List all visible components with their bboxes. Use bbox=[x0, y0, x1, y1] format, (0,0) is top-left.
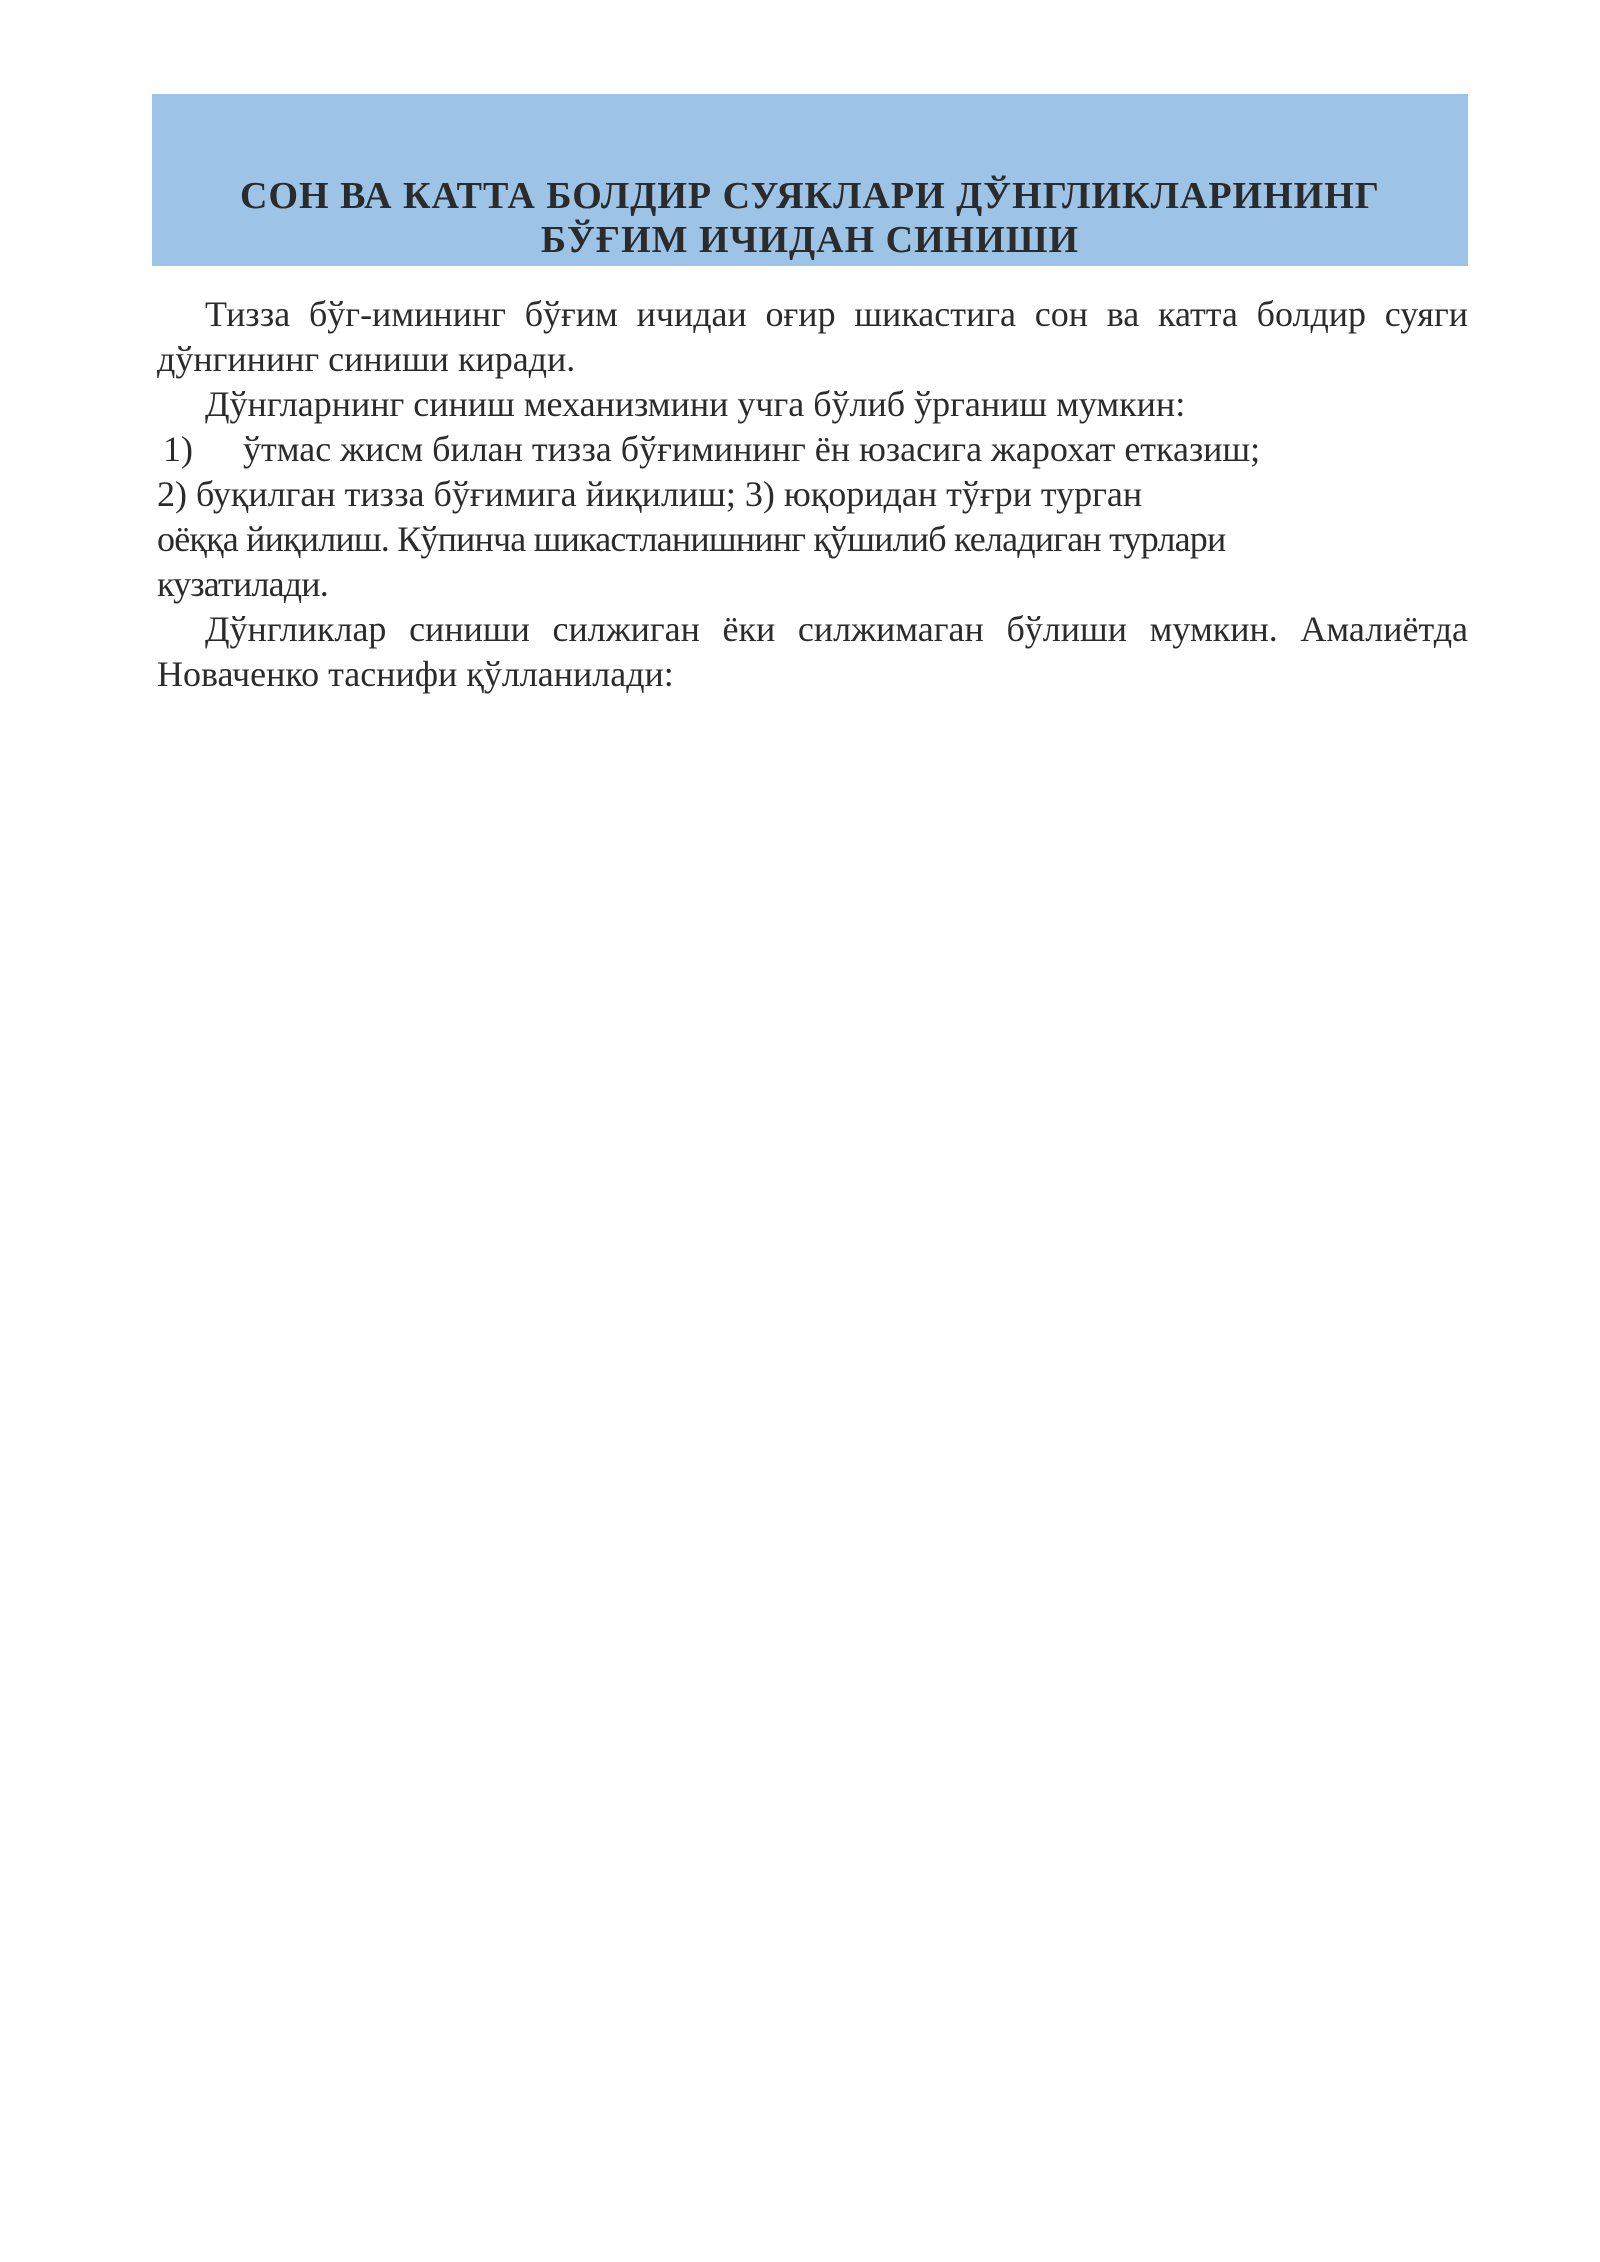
document-body bbox=[157, 292, 1468, 697]
paragraph-intro: Тизза бўг-имининг бўғим ичидаи оғир шикастига сон ва катта болдир суяги дўнгининг синиши киради. bbox=[157, 294, 1468, 379]
title-line-2: БЎҒИМ ИЧИДАН СИНИШИ bbox=[540, 219, 1080, 261]
list-item-2-line-3: кузатилади. bbox=[157, 564, 328, 604]
list-item-1-number: 1) bbox=[163, 429, 193, 469]
list-item-1-text: ўтмас жисм билан тизза бўғимининг ён юзасига жарохат етказиш; bbox=[243, 429, 1261, 469]
title-line-1: СОН ВА КАТТА БОЛДИР СУЯКЛАРИ ДЎНГЛИКЛАРИНИНГ bbox=[240, 175, 1380, 217]
list-item-2-line-2: оёққа йиқилиш. Кўпинча шикастланишнинг қўшилиб келадиган турлари bbox=[157, 519, 1226, 559]
list-item-2-paragraph bbox=[157, 472, 1468, 607]
paragraph-classification: Дўнгликлар синиши силжиган ёки силжимаган бўлиши мумкин. Амалиётда Новаченко таснифи қўлланилади: bbox=[157, 609, 1468, 694]
list-item-2-line-1: 2) буқилган тизза бўғимига йиқилиш; 3) юқоридан тўғри турган bbox=[157, 474, 1143, 514]
list-item-1 bbox=[157, 427, 1468, 472]
page-title bbox=[152, 174, 1468, 262]
title-banner bbox=[152, 94, 1468, 266]
paragraph-mechanism: Дўнгларнинг синиш механизмини учга бўлиб ўрганиш мумкин: bbox=[205, 384, 1186, 424]
